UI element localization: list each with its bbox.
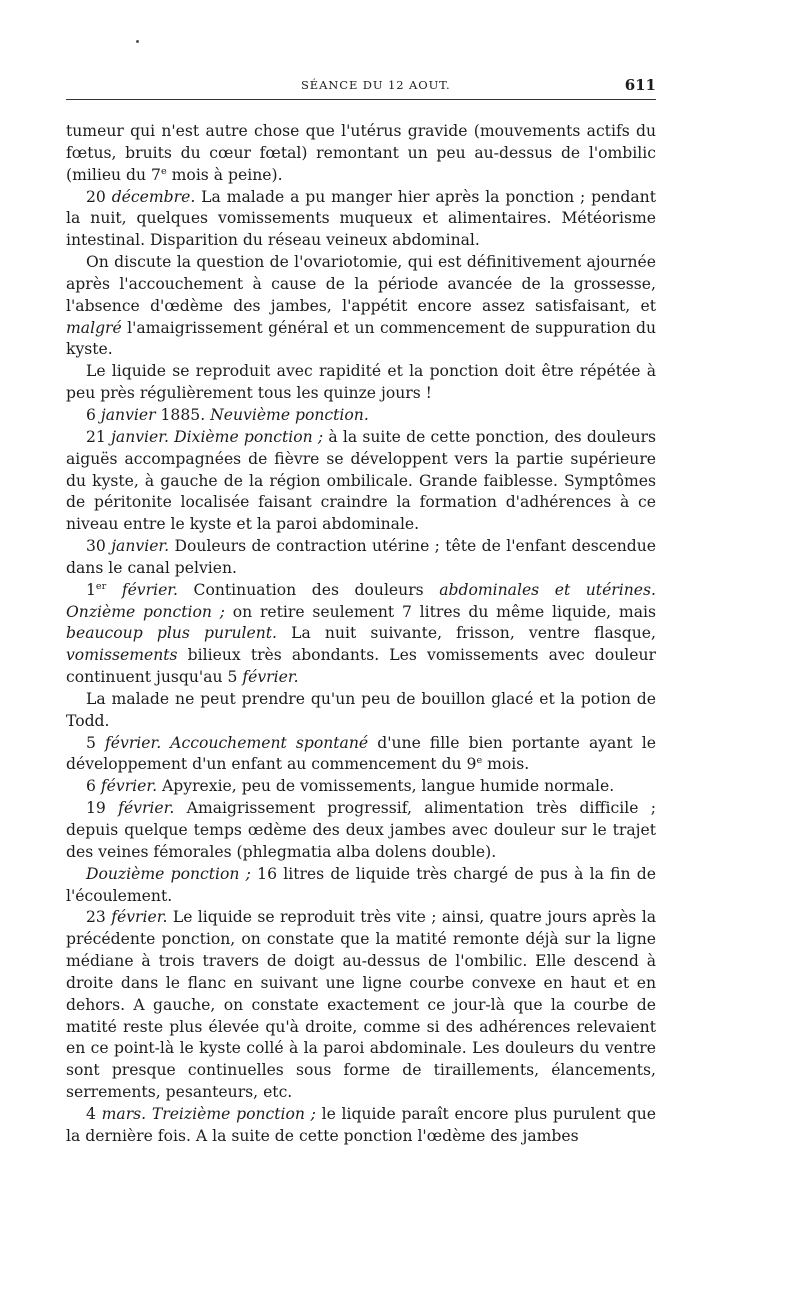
text-run: tumeur qui n'est autre chose que l'utérus gravide (mouvements actifs du fœtus, bruits du cœur fœtal) remontant un peu au-dessus de l'ombilic (milieu du 7 xyxy=(66,122,656,184)
text-run: 30 xyxy=(86,537,112,556)
ink-speck xyxy=(136,40,139,43)
text-run: mois. xyxy=(482,755,530,774)
text-run: à la suite de cette ponction, des douleurs aiguës accompagnées de fièvre se développent vers la partie supérieure du kyste, à gauche de la région ombilicale. Grande faiblesse. Symptômes de péritonite localisée faisant craindre la formation d'adhérences à ce niveau entre le kyste et la paroi abdominale. xyxy=(66,427,657,534)
text-run: 6 xyxy=(86,777,101,796)
text-run: Continuation des douleurs xyxy=(178,580,440,599)
text-run: vomissements xyxy=(66,646,178,665)
text-run: janvier xyxy=(100,405,156,424)
paragraph xyxy=(66,689,656,733)
text-run: 20 xyxy=(86,187,112,206)
text-run: 1885. xyxy=(155,405,211,424)
text-run: on retire seulement 7 litres du même liquide, mais xyxy=(224,602,656,621)
page-number: 611 xyxy=(624,76,656,94)
text-run: abdominales et utérines. xyxy=(439,580,656,599)
text-run: février. Accouchement spontané xyxy=(105,733,369,752)
text-run: beaucoup plus purulent. xyxy=(66,624,277,643)
header-rule xyxy=(66,99,656,100)
text-run: d'une fille bien portante ayant le développement d'un enfant au commencement du 9 xyxy=(66,733,656,774)
text-run: janvier. Dixième ponction ; xyxy=(111,427,324,446)
text-run: février. xyxy=(118,799,175,818)
paragraph xyxy=(66,361,656,405)
paragraph xyxy=(66,252,656,361)
text-run: 5 xyxy=(86,733,106,752)
body-text xyxy=(66,121,656,1148)
paragraph xyxy=(66,405,656,427)
text-run: Apyrexie, peu de vomissements, langue humide normale. xyxy=(157,777,615,796)
text-run: le liquide paraît encore plus purulent que la dernière fois. A la suite de cette ponction l'œdème des jambes xyxy=(66,1104,656,1145)
text-run: La malade a pu manger hier après la ponction ; pendant la nuit, quelques vomissements muqueux et alimentaires. Météorisme intestinal. Disparition du réseau veineux abdominal. xyxy=(66,187,656,250)
paragraph xyxy=(66,1104,656,1148)
text-run xyxy=(106,581,122,599)
text-run: Le liquide se reproduit très vite ; ainsi, quatre jours après la précédente ponction, on constate que la matité remonte déjà sur la ligne médiane à trois travers de doigt au-dessus de l'ombilic. Elle descend à droite dans le flanc en suivant une ligne courbe convexe en haut et en dehors. A gauche, on constate exactement ce jour-là que la courbe de matité reste plus élevée qu'à droite, comme si des adhérences relevaient en ce point-là le kyste collé à la paroi abdominale. Les douleurs du ventre sont presque continuelles sous forme de tiraillements, élancements, serrements, pesanteurs, etc. xyxy=(66,908,656,1102)
paragraph xyxy=(66,580,656,689)
text-run: 23 xyxy=(86,908,112,927)
text-run: février. xyxy=(242,668,299,687)
paragraph xyxy=(66,733,656,777)
text-run: e xyxy=(476,755,483,767)
paragraph xyxy=(66,907,656,1104)
text-run: février. xyxy=(121,580,178,599)
text-run: La nuit suivante, frisson, ventre flasque, xyxy=(277,624,656,643)
text-run: l'amaigrissement général et un commencement de suppuration du kyste. xyxy=(66,318,656,359)
text-run: La malade ne peut prendre qu'un peu de bouillon glacé et la potion de Todd. xyxy=(66,689,656,730)
text-run: er xyxy=(95,580,107,592)
text-run: 19 xyxy=(86,799,119,818)
page-header xyxy=(66,76,656,100)
paragraph xyxy=(66,536,656,580)
text-run: Douleurs de contraction utérine ; tête de l'enfant descendue dans le canal pelvien. xyxy=(66,537,656,577)
text-run: On discute la question de l'ovariotomie, qui est définitivement ajournée après l'accouchement à cause de la période avancée de la grossesse, l'absence d'œdème des jambes, l'appétit encore assez satisfaisant, et xyxy=(66,253,656,315)
text-run: Onzième ponction ; xyxy=(66,602,225,621)
text-run: Douzième ponction ; xyxy=(86,864,251,883)
text-run: 1 xyxy=(86,580,96,599)
paragraph xyxy=(66,187,656,253)
text-run: février. xyxy=(100,777,158,796)
text-run: mois à peine). xyxy=(166,165,283,184)
text-run: 21 xyxy=(86,427,112,446)
text-run: 4 xyxy=(86,1104,102,1123)
paragraph xyxy=(66,776,656,798)
text-run: 6 xyxy=(86,405,101,424)
text-run: malgré xyxy=(66,318,122,337)
text-run: février. xyxy=(111,908,168,927)
text-run: bilieux très abondants. Les vomissements avec douleur continuent jusqu'au 5 xyxy=(66,646,656,687)
paragraph xyxy=(66,864,656,908)
paragraph xyxy=(66,798,656,864)
text-run: Neuvième ponction. xyxy=(210,405,369,424)
paragraph xyxy=(66,121,656,187)
text-run: janvier. xyxy=(111,537,170,556)
text-run: 16 litres de liquide très chargé de pus à la fin de l'écoulement. xyxy=(66,864,656,905)
text-run: mars. Treizième ponction ; xyxy=(101,1104,316,1123)
text-run: Amaigrissement progressif, alimentation très difficile ; depuis quelque temps œdème des deux jambes avec douleur sur le trajet des veines fémorales (phlegmatia alba dolens double). xyxy=(66,799,656,861)
text-run: Le liquide se reproduit avec rapidité et la ponction doit être répétée à peu près régulièrement tous les quinze jours ! xyxy=(66,362,656,403)
running-head: SÉANCE DU 12 AOUT. xyxy=(301,78,451,92)
text-run: e xyxy=(160,165,167,177)
paragraph xyxy=(66,427,656,536)
text-run: décembre. xyxy=(111,187,196,206)
